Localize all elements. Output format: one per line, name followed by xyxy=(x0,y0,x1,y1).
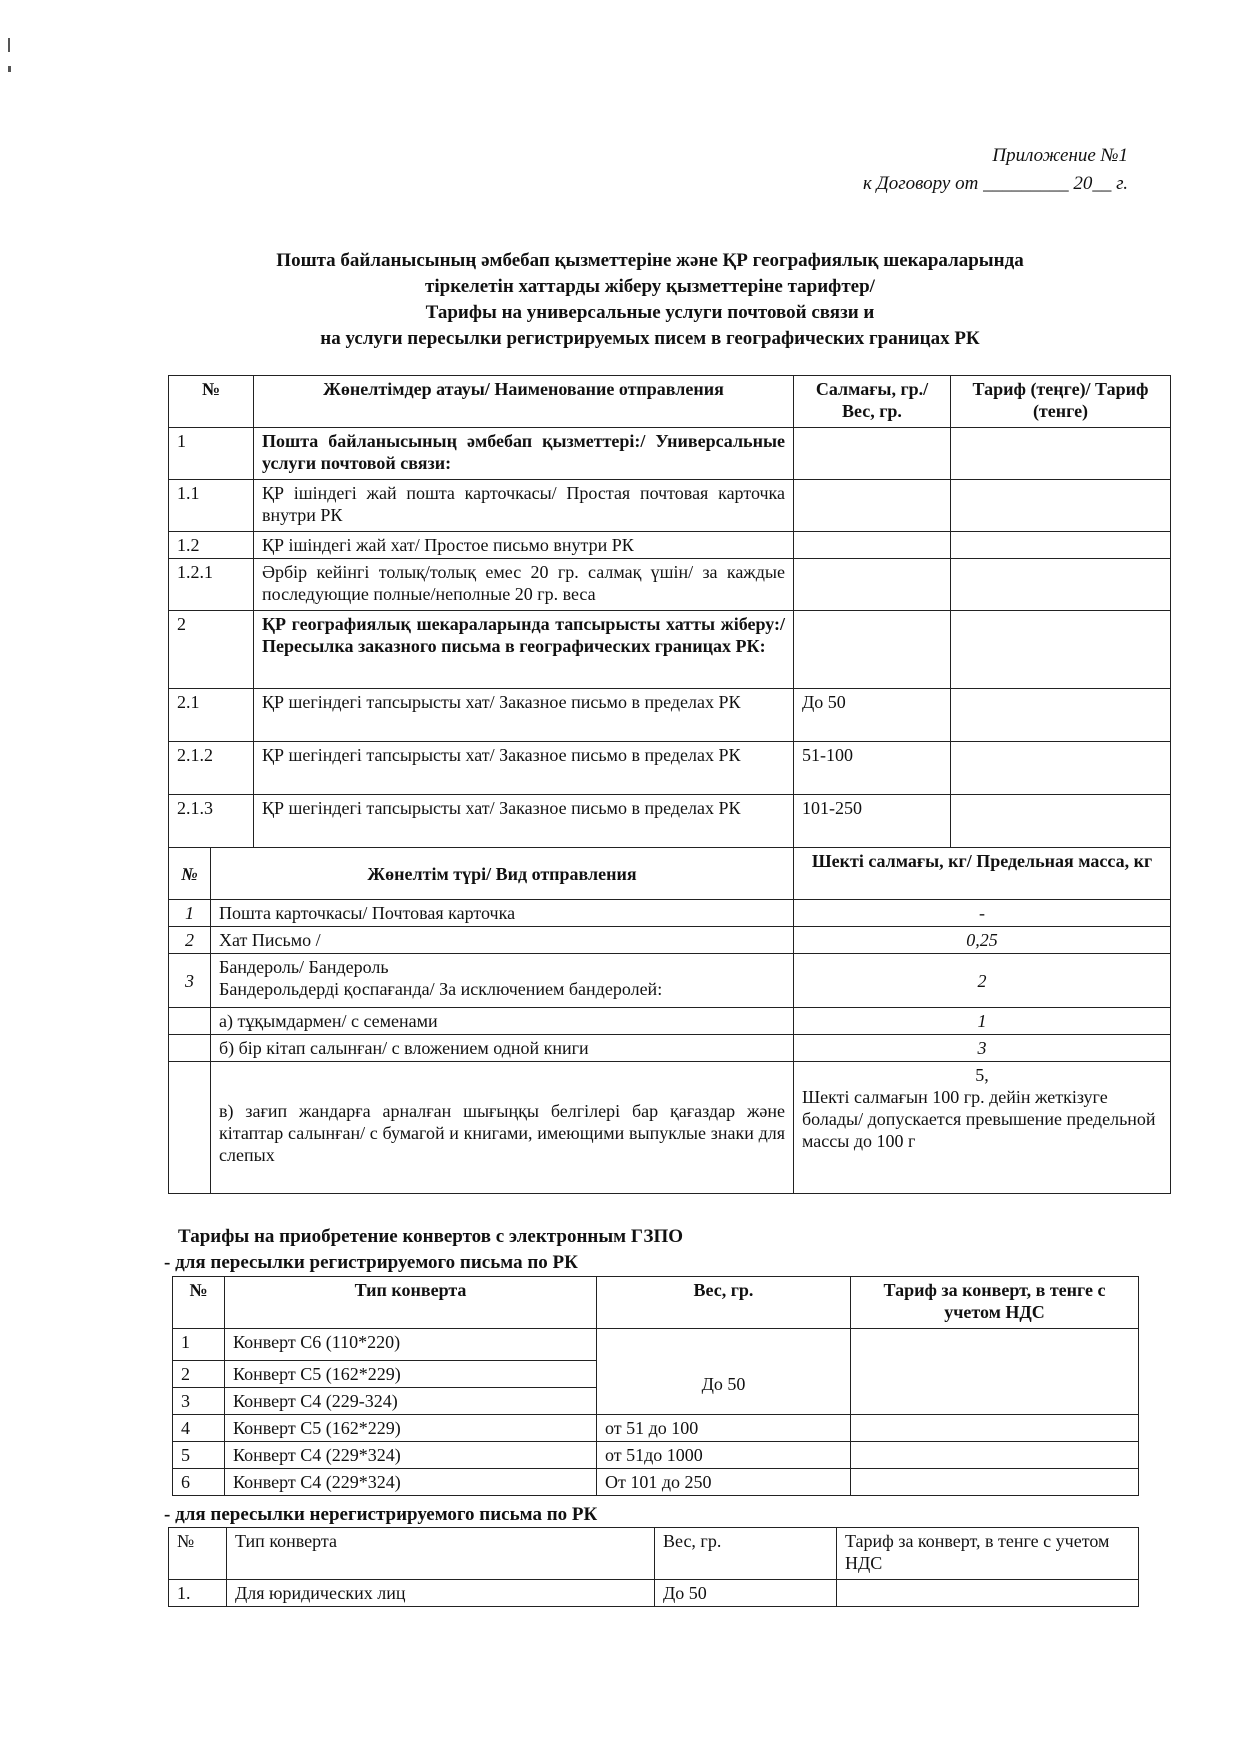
col-header-weight: Вес, гр. xyxy=(655,1528,837,1580)
row-num: 2.1.2 xyxy=(169,742,254,795)
row-weight: от 51 до 100 xyxy=(597,1415,851,1442)
row-num: 2.1 xyxy=(169,689,254,742)
appendix-line: Приложение №1 xyxy=(992,145,1128,166)
row-name: ҚР шегіндегі тапсырысты хат/ Заказное письмо в пределах РК xyxy=(254,795,794,848)
row-name: в) зағип жандарға арналған шығыңқы белгілері бар қағаздар және кітаптар салынған/ с бумагой и книгами, имеющими выпуклые знаки для слепых xyxy=(211,1062,794,1194)
row-weight: от 51до 1000 xyxy=(597,1442,851,1469)
col-header-tariff: Тариф за конверт, в тенге с учетом НДС xyxy=(851,1277,1139,1329)
table-row xyxy=(169,795,1171,848)
row-num: 3 xyxy=(173,1388,225,1415)
table-row xyxy=(169,1035,1171,1062)
envelope-tariff-table-unregistered xyxy=(168,1527,1139,1607)
row-name: а) тұқымдармен/ с семенами xyxy=(211,1008,794,1035)
row-name: ҚР ішіндегі жай хат/ Простое письмо внутри РК xyxy=(254,532,794,559)
section-title: Тарифы на приобретение конвертов с электронным ГЗПО xyxy=(178,1226,684,1247)
row-type: Конверт С5 (162*229) xyxy=(225,1415,597,1442)
row-name: Пошта карточкасы/ Почтовая карточка xyxy=(211,900,794,927)
section-subtitle: - для пересылки нерегистрируемого письма по РК xyxy=(164,1504,598,1525)
row-weight: 101-250 xyxy=(794,795,951,848)
row-name: Әрбір кейінгі толық/толық емес 20 гр. салмақ үшін/ за каждые последующие полные/неполные 20 гр. веса xyxy=(254,559,794,611)
row-num: 1. xyxy=(169,1580,227,1607)
table-row xyxy=(173,1442,1139,1469)
row-mass: - xyxy=(794,900,1171,927)
row-tariff xyxy=(951,559,1171,611)
row-tariff xyxy=(951,795,1171,848)
table-row xyxy=(169,480,1171,532)
col-header-tariff: Тариф за конверт, в тенге с учетом НДС xyxy=(837,1528,1139,1580)
table-row xyxy=(169,742,1171,795)
row-weight: До 50 xyxy=(597,1329,851,1415)
row-type: Конверт С4 (229*324) xyxy=(225,1469,597,1496)
row-num: 2 xyxy=(169,927,211,954)
col-header-num: № xyxy=(169,1528,227,1580)
table-row xyxy=(169,1062,1171,1194)
scan-mark xyxy=(8,38,10,52)
row-name-line: Бандерольдерді қоспағанда/ За исключением бандеролей: xyxy=(219,979,663,999)
table-row xyxy=(169,1580,1139,1607)
row-type: Конверт С4 (229*324) xyxy=(225,1442,597,1469)
scan-mark xyxy=(8,66,11,72)
mass-value: 5, xyxy=(975,1065,989,1085)
row-tariff xyxy=(851,1415,1139,1442)
row-num: 2 xyxy=(169,611,254,689)
table-row xyxy=(169,927,1171,954)
contract-line: к Договору от _________ 20__ г. xyxy=(863,173,1128,194)
row-tariff xyxy=(951,480,1171,532)
row-weight: До 50 xyxy=(655,1580,837,1607)
row-weight: 51-100 xyxy=(794,742,951,795)
row-weight xyxy=(794,480,951,532)
row-num xyxy=(169,1062,211,1194)
row-type: Конверт С5 (162*229) xyxy=(225,1361,597,1388)
title-line: Пошта байланысының әмбебап қызметтеріне және ҚР географиялық шекараларында xyxy=(276,250,1024,271)
row-num: 5 xyxy=(173,1442,225,1469)
row-mass: 1 xyxy=(794,1008,1171,1035)
row-tariff xyxy=(951,532,1171,559)
table-row xyxy=(169,532,1171,559)
row-tariff xyxy=(951,689,1171,742)
title-line: тіркелетін хаттарды жіберу қызметтеріне тарифтер/ xyxy=(425,276,875,297)
title-line: на услуги пересылки регистрируемых писем в географических границах РК xyxy=(320,328,980,349)
col-header-weight: Вес, гр. xyxy=(597,1277,851,1329)
envelope-tariff-table xyxy=(172,1276,1139,1496)
row-tariff xyxy=(851,1469,1139,1496)
table-row xyxy=(169,900,1171,927)
table-row xyxy=(173,1415,1139,1442)
row-num: 1.2 xyxy=(169,532,254,559)
row-num: 2 xyxy=(173,1361,225,1388)
col-header-weight: Салмағы, гр./ Вес, гр. xyxy=(794,376,951,428)
row-num xyxy=(169,1008,211,1035)
sub-header-mass: Шекті салмағы, кг/ Предельная масса, кг xyxy=(794,848,1171,900)
row-num xyxy=(169,1035,211,1062)
row-num: 1.2.1 xyxy=(169,559,254,611)
row-weight: До 50 xyxy=(794,689,951,742)
row-num: 1 xyxy=(173,1329,225,1361)
row-name: Пошта байланысының әмбебап қызметтері:/ Универсальные услуги почтовой связи: xyxy=(254,428,794,480)
table-row xyxy=(173,1469,1139,1496)
row-name-line: Бандероль/ Бандероль xyxy=(219,957,389,977)
table-row xyxy=(169,689,1171,742)
col-header-name: Жөнелтімдер атауы/ Наименование отправления xyxy=(254,376,794,428)
row-tariff xyxy=(951,611,1171,689)
table-row xyxy=(169,428,1171,480)
row-weight xyxy=(794,428,951,480)
title-line: Тарифы на универсальные услуги почтовой связи и xyxy=(425,302,875,323)
row-weight xyxy=(794,559,951,611)
row-tariff xyxy=(951,428,1171,480)
sub-header-num: № xyxy=(169,848,211,900)
sub-header-type: Жөнелтім түрі/ Вид отправления xyxy=(211,848,794,900)
table-row xyxy=(169,954,1171,1008)
row-name: ҚР географиялық шекараларында тапсырысты хатты жіберу:/ Пересылка заказного письма в географических границах РК: xyxy=(254,611,794,689)
row-num: 1 xyxy=(169,428,254,480)
row-name: б) бір кітап салынған/ с вложением одной книги xyxy=(211,1035,794,1062)
row-num: 1.1 xyxy=(169,480,254,532)
col-header-type: Тип конверта xyxy=(227,1528,655,1580)
row-num: 1 xyxy=(169,900,211,927)
row-mass: 0,25 xyxy=(794,927,1171,954)
row-type: Для юридических лиц xyxy=(227,1580,655,1607)
row-name: ҚР ішіндегі жай пошта карточкасы/ Простая почтовая карточка внутри РК xyxy=(254,480,794,532)
mass-note: Шекті салмағын 100 гр. дейін жеткізуге болады/ допускается превышение предельной массы до 100 г xyxy=(802,1087,1156,1151)
row-weight: От 101 до 250 xyxy=(597,1469,851,1496)
row-tariff xyxy=(837,1580,1139,1607)
col-header-type: Тип конверта xyxy=(225,1277,597,1329)
row-mass xyxy=(794,1062,1171,1194)
col-header-num: № xyxy=(169,376,254,428)
row-num: 4 xyxy=(173,1415,225,1442)
row-num: 2.1.3 xyxy=(169,795,254,848)
document-title xyxy=(170,248,1130,352)
table-row xyxy=(169,559,1171,611)
col-header-num: № xyxy=(173,1277,225,1329)
row-type: Конверт С4 (229-324) xyxy=(225,1388,597,1415)
tariff-table xyxy=(168,375,1171,1194)
row-name: ҚР шегіндегі тапсырысты хат/ Заказное письмо в пределах РК xyxy=(254,742,794,795)
row-mass: 3 xyxy=(794,1035,1171,1062)
row-tariff xyxy=(851,1329,1139,1415)
row-mass: 2 xyxy=(794,954,1171,1008)
appendix-note xyxy=(863,142,1128,198)
table-row xyxy=(169,1008,1171,1035)
row-num: 6 xyxy=(173,1469,225,1496)
table-row xyxy=(173,1329,1139,1361)
row-name: Хат Письмо / xyxy=(211,927,794,954)
col-header-tariff: Тариф (теңге)/ Тариф (тенге) xyxy=(951,376,1171,428)
row-name: ҚР шегіндегі тапсырысты хат/ Заказное письмо в пределах РК xyxy=(254,689,794,742)
section-subtitle: - для пересылки регистрируемого письма по РК xyxy=(164,1252,578,1273)
row-tariff xyxy=(951,742,1171,795)
row-weight xyxy=(794,532,951,559)
row-weight xyxy=(794,611,951,689)
row-name xyxy=(211,954,794,1008)
row-tariff xyxy=(851,1442,1139,1469)
table-row xyxy=(169,611,1171,689)
row-type: Конверт С6 (110*220) xyxy=(225,1329,597,1361)
row-num: 3 xyxy=(169,954,211,1008)
